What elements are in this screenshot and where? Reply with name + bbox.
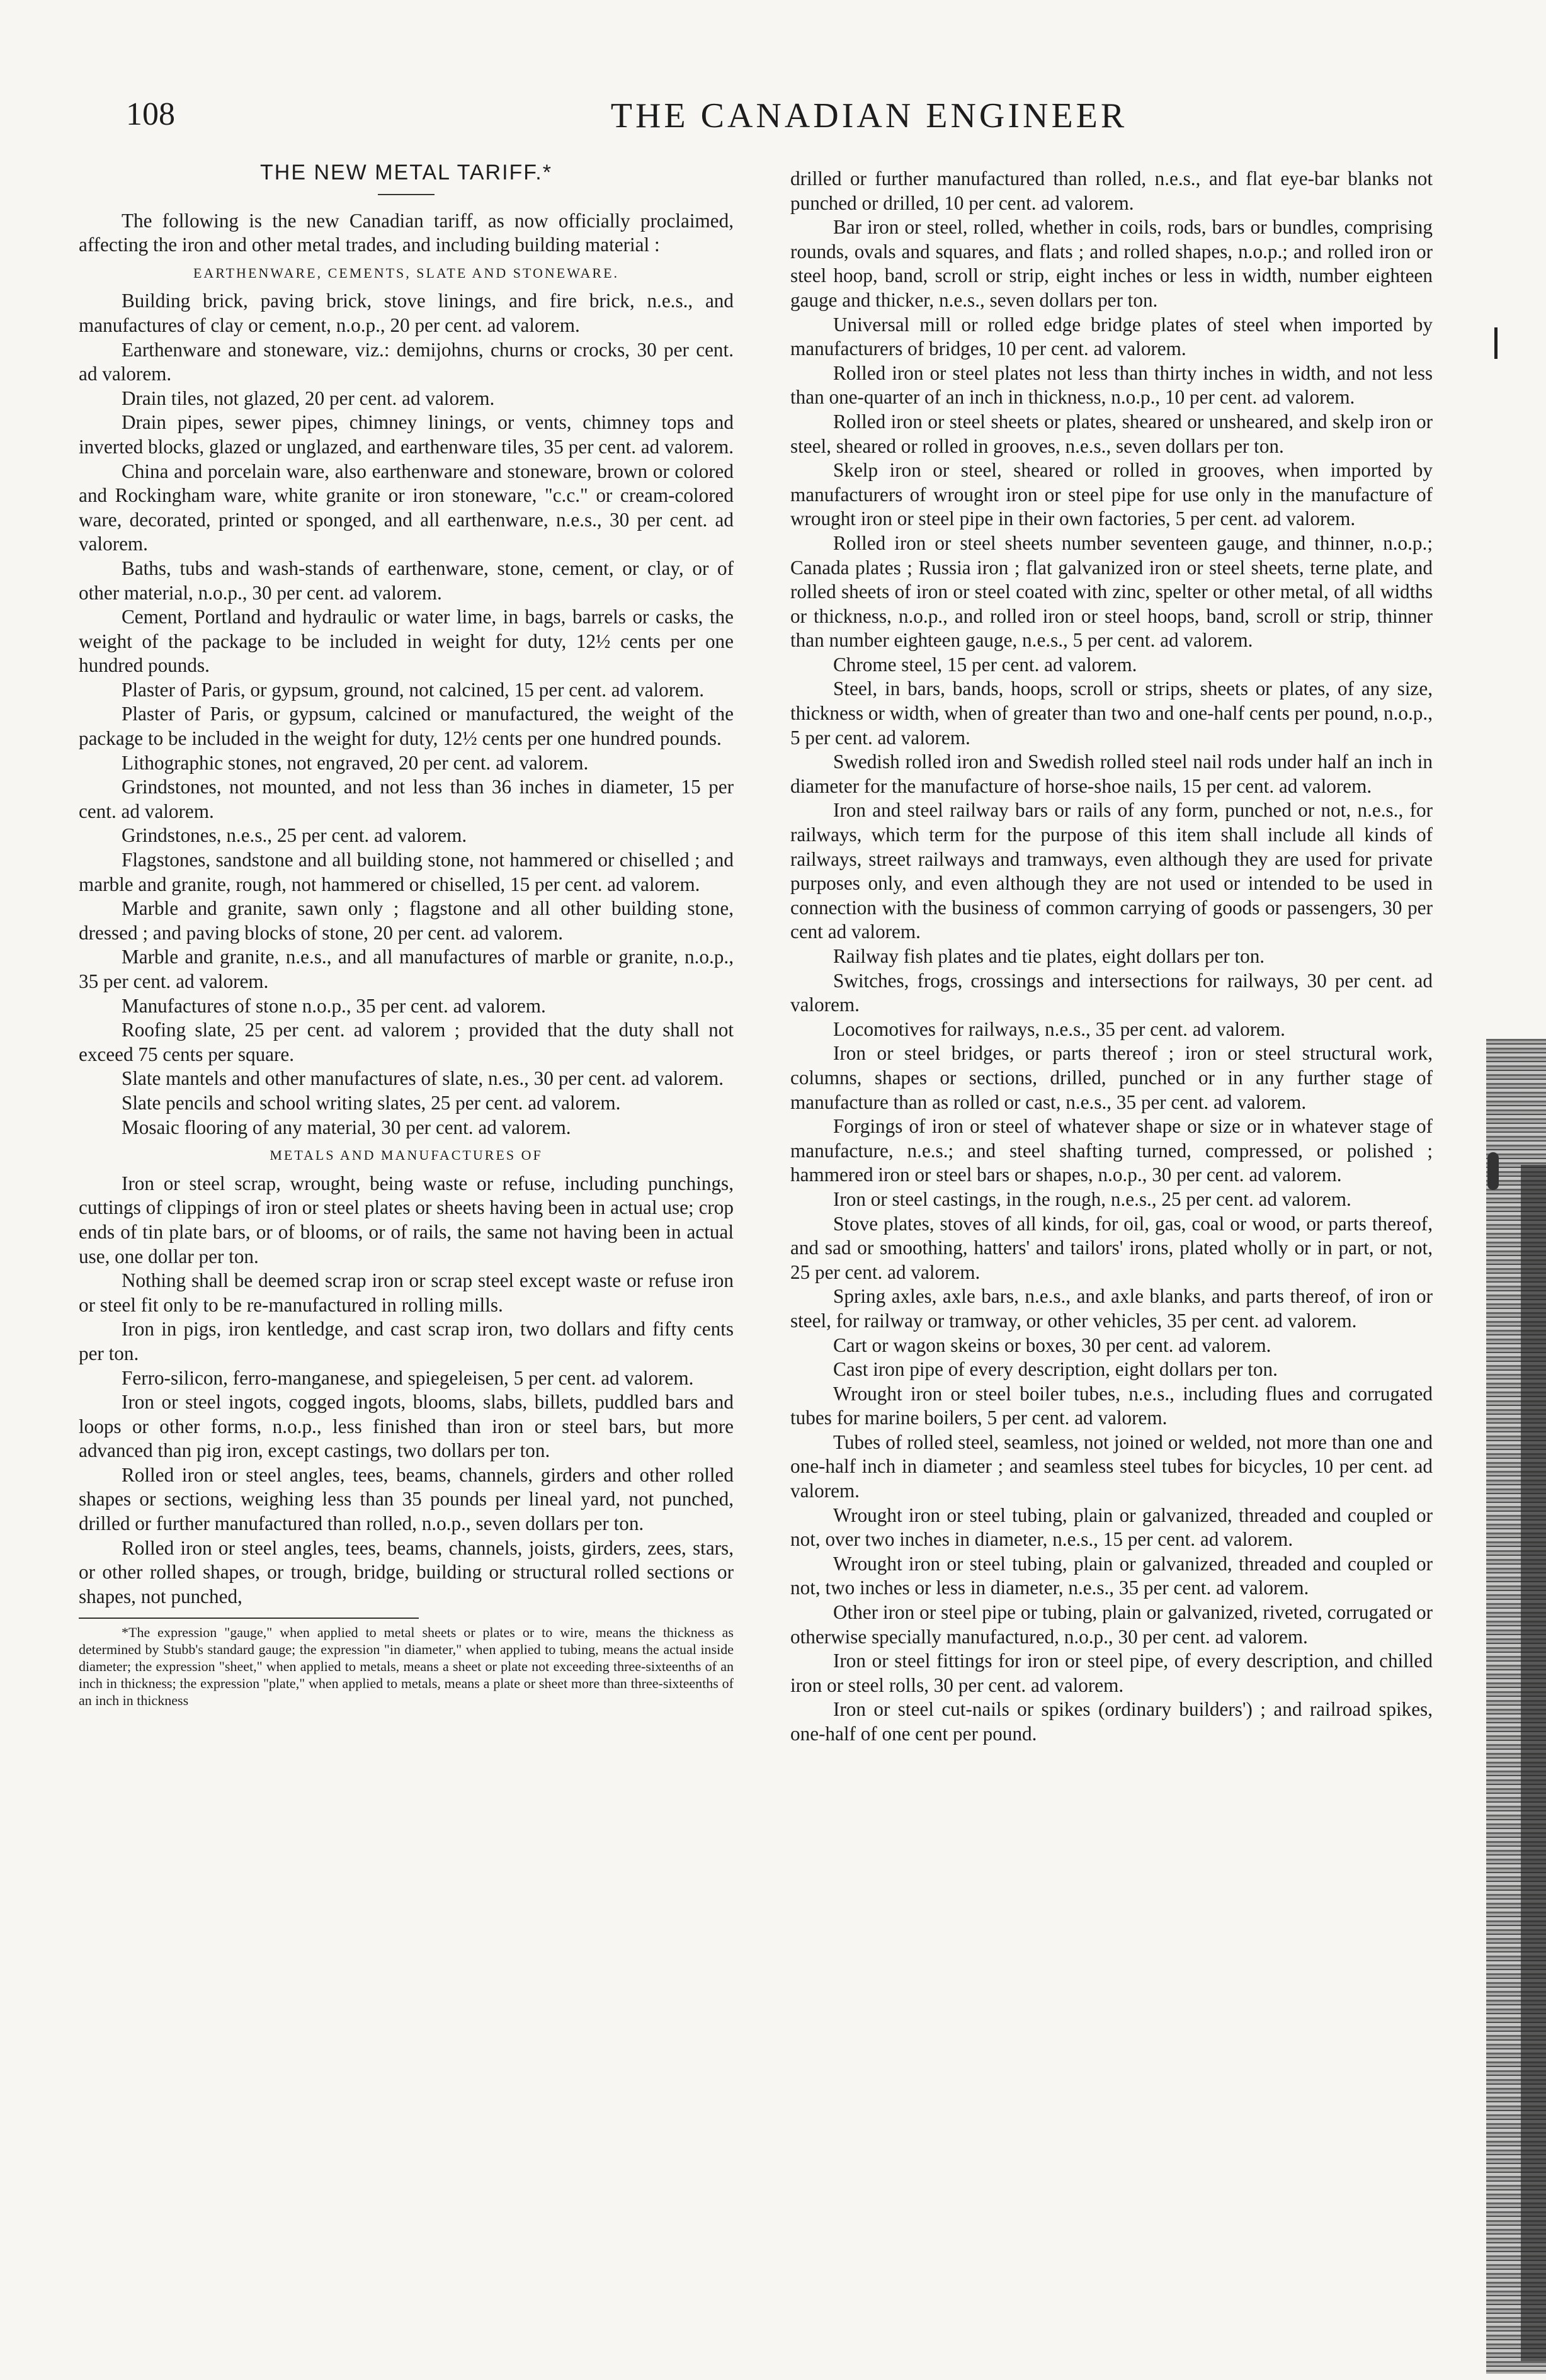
tariff-paragraph: Iron in pigs, iron kentledge, and cast scrap iron, two dollars and fifty cents per ton. (79, 1318, 734, 1364)
scan-mark (1487, 1152, 1499, 1190)
tariff-paragraph: Building brick, paving brick, stove linings, and fire brick, n.e.s., and manufactures of clay or cement, n.o.p., 20 per cent. ad valorem. (79, 290, 734, 336)
left-column (79, 161, 734, 1709)
tariff-paragraph: Iron or steel scrap, wrought, being waste or refuse, including punchings, cuttings of clippings of iron or steel plates or sheets having been in actual use; crop ends of tin plate bars, or of blooms, or of rails, the same not having been in actual use, one dollar per ton. (79, 1172, 734, 1267)
footnote: *The expression "gauge," when applied to metal sheets or plates or to wire, means the thickness as determined by Stubb's standard gauge; the expression "in diameter," when applied to tubing, means the actual inside diameter; the expression "sheet," when applied to metals, means a sheet or plate not exceeding three-sixteenths of an inch in thickness; the expression "plate," when applied to metals, means a plate or sheet more than three-sixteenths of an inch in thickness (79, 1624, 734, 1709)
right-column-body (790, 167, 1433, 1747)
tariff-paragraph: Cast iron pipe of every description, eight dollars per ton. (833, 1358, 1278, 1381)
tariff-paragraph: Chrome steel, 15 per cent. ad valorem. (833, 653, 1137, 676)
right-column (790, 167, 1433, 1747)
tariff-paragraph: Locomotives for railways, n.e.s., 35 per cent. ad valorem. (833, 1017, 1285, 1040)
tariff-paragraph: Spring axles, axle bars, n.e.s., and axle blanks, and parts thereof, of iron or steel, for railway or tramway, or other vehicles, 35 per cent. ad valorem. (790, 1285, 1433, 1332)
tariff-paragraph: Wrought iron or steel tubing, plain or galvanized, threaded and coupled or not, two inches or less in diameter, n.e.s., 35 per cent. ad valorem. (790, 1552, 1433, 1599)
section-heading: EARTHENWARE, CEMENTS, SLATE AND STONEWARE. (193, 264, 620, 281)
running-head: THE CANADIAN ENGINEER (610, 96, 1128, 135)
tariff-paragraph: Rolled iron or steel angles, tees, beams, channels, girders and other rolled shapes or sections, weighing less than 35 pounds per lineal yard, not punched, drilled or further manufactured than rolled, n.o.p., seven dollars per ton. (79, 1463, 734, 1535)
tariff-paragraph: Nothing shall be deemed scrap iron or scrap steel except waste or refuse iron or steel fit only to be re-manufactured in rolling mills. (79, 1269, 734, 1316)
title-rule (378, 194, 435, 195)
article-title: THE NEW METAL TARIFF.* (260, 161, 552, 184)
tariff-paragraph: Grindstones, n.e.s., 25 per cent. ad valorem. (122, 824, 467, 847)
tariff-paragraph: Stove plates, stoves of all kinds, for oil, gas, coal or wood, or parts thereof, and sad or smoothing, hatters' and tailors' irons, plated wholly or in part, or not, 25 per cent. ad valorem. (790, 1212, 1433, 1283)
tariff-paragraph: Railway fish plates and tie plates, eight dollars per ton. (833, 945, 1265, 967)
tariff-paragraph: Other iron or steel pipe or tubing, plain or galvanized, riveted, corrugated or otherwise specially manufactured, n.o.p., 30 per cent. ad valorem. (790, 1601, 1433, 1648)
tariff-paragraph: Flagstones, sandstone and all building stone, not hammered or chiselled ; and marble and granite, rough, not hammered or chiselled, 15 per cent. ad valorem. (79, 849, 734, 895)
tariff-paragraph: Wrought iron or steel tubing, plain or galvanized, threaded and coupled or not, over two inches in diameter, n.e.s., 15 per cent. ad valorem. (790, 1504, 1433, 1551)
tariff-paragraph: Universal mill or rolled edge bridge plates of steel when imported by manufacturers of bridges, 10 per cent. ad valorem. (790, 313, 1433, 360)
tariff-paragraph: Drain tiles, not glazed, 20 per cent. ad valorem. (122, 387, 495, 409)
tariff-paragraph: Cart or wagon skeins or boxes, 30 per cent. ad valorem. (833, 1334, 1271, 1356)
tariff-paragraph: Rolled iron or steel sheets or plates, sheared or unsheared, and skelp iron or steel, sheared or rolled in grooves, n.e.s., seven dollars per ton. (790, 410, 1433, 457)
section-heading: METALS AND MANUFACTURES OF (270, 1147, 543, 1164)
tariff-paragraph: Rolled iron or steel plates not less than thirty inches in width, and not less than one-quarter of an inch in thickness, n.o.p., 10 per cent. ad valorem. (790, 361, 1433, 409)
tariff-paragraph: Iron and steel railway bars or rails of any form, punched or not, n.e.s., for railways, which term for the purpose of this item shall include all kinds of railways, street railways and tramways, even although they are used for private purposes only, and even although they are not used or intended to be used in connection with the business of common carrying of goods or passengers, 30 per cent ad valorem. (790, 799, 1433, 943)
tariff-paragraph: Wrought iron or steel boiler tubes, n.e.s., including flues and corrugated tubes for marine boilers, 5 per cent. ad valorem. (790, 1382, 1433, 1429)
tariff-paragraph: Steel, in bars, bands, hoops, scroll or strips, sheets or plates, of any size, thickness or width, when of greater than two and one-half cents per pound, n.o.p., 5 per cent. ad valorem. (790, 677, 1433, 749)
tariff-paragraph: Iron or steel cut-nails or spikes (ordinary builders') ; and railroad spikes, one-half of one cent per pound. (790, 1698, 1433, 1745)
tariff-paragraph: Skelp iron or steel, sheared or rolled in grooves, when imported by manufacturers of wrought iron or steel pipe for use only in the manufacture of wrought iron or steel pipe in their own factories, 5 per cent. ad valorem. (790, 459, 1433, 530)
tariff-paragraph: Iron or steel bridges, or parts thereof ; iron or steel structural work, columns, shapes or sections, drilled, punched or in any further stage of manufacture than as rolled or cast, n.e.s., 35 per cent. ad valorem. (790, 1042, 1433, 1113)
tariff-paragraph: Forgings of iron or steel of whatever shape or size or in whatever stage of manufacture, n.e.s.; and steel shafting turned, compressed, or polished ; hammered iron or steel bars or shapes, n.o.p., 30 per cent. ad valorem. (790, 1115, 1433, 1186)
tariff-paragraph: The following is the new Canadian tariff, as now officially proclaimed, affecting the iron and other metal trades, and including building material : (79, 209, 734, 256)
tariff-paragraph: Manufactures of stone n.o.p., 35 per cent. ad valorem. (122, 994, 546, 1017)
tariff-paragraph: Marble and granite, n.e.s., and all manufactures of marble or granite, n.o.p., 35 per cent. ad valorem. (79, 946, 734, 992)
tariff-paragraph: Iron or steel castings, in the rough, n.e.s., 25 per cent. ad valorem. (833, 1187, 1351, 1210)
footnote-rule (79, 1618, 419, 1619)
tariff-paragraph: Roofing slate, 25 per cent. ad valorem ; provided that the duty shall not exceed 75 cents per square. (79, 1019, 734, 1065)
left-column-body (79, 209, 734, 1609)
tariff-paragraph: Marble and granite, sawn only ; flagstone and all other building stone, dressed ; and paving blocks of stone, 20 per cent. ad valorem. (79, 897, 734, 944)
tariff-paragraph: Slate mantels and other manufactures of slate, n.es., 30 per cent. ad valorem. (122, 1067, 724, 1090)
scan-mark (1494, 327, 1498, 359)
tariff-paragraph: Mosaic flooring of any material, 30 per cent. ad valorem. (122, 1116, 571, 1138)
tariff-paragraph: Iron or steel fittings for iron or steel pipe, of every description, and chilled iron or steel rolls, 30 per cent. ad valorem. (790, 1650, 1433, 1696)
tariff-paragraph: Earthenware and stoneware, viz.: demijohns, churns or crocks, 30 per cent. ad valorem. (79, 338, 734, 385)
scan-edge-dark (1521, 1165, 1546, 2361)
tariff-paragraph: Lithographic stones, not engraved, 20 per cent. ad valorem. (122, 751, 589, 774)
tariff-paragraph: Switches, frogs, crossings and intersections for railways, 30 per cent. ad valorem. (790, 969, 1433, 1016)
tariff-paragraph: Swedish rolled iron and Swedish rolled steel nail rods under half an inch in diameter for the manufacture of horse-shoe nails, 15 per cent. ad valorem. (790, 751, 1433, 797)
tariff-paragraph: Rolled iron or steel angles, tees, beams, channels, joists, girders, zees, stars, or other rolled shapes, or trough, bridge, building or structural rolled sections or shapes, not punched, (79, 1536, 734, 1607)
tariff-paragraph: Iron or steel ingots, cogged ingots, blooms, slabs, billets, puddled bars and loops or other forms, n.o.p., less finished than iron or steel bars, but more advanced than pig iron, except castings, two dollars per ton. (79, 1391, 734, 1462)
tariff-paragraph: Tubes of rolled steel, seamless, not joined or welded, not more than one and one-half inch in diameter ; and seamless steel tubes for bicycles, 10 per cent. ad valorem. (790, 1431, 1433, 1502)
tariff-paragraph: Bar iron or steel, rolled, whether in coils, rods, bars or bundles, comprising rounds, ovals and squares, and flats ; and rolled shapes, n.o.p.; and rolled iron or steel hoop, band, scroll or strip, eight inches or less in width, number eighteen gauge and thicker, n.e.s., seven dollars per ton. (790, 216, 1433, 311)
tariff-paragraph: Rolled iron or steel sheets number seventeen gauge, and thinner, n.o.p.; Canada plates ; Russia iron ; flat galvanized iron or steel sheets, terne plate, and rolled sheets of iron or steel coated with zinc, spelter or other metal, of all widths or thickness, n.o.p., and rolled iron or steel hoops, band, scroll or strip, thinner than number eighteen gauge, n.e.s., 5 per cent. ad valorem. (790, 531, 1433, 652)
tariff-paragraph: China and porcelain ware, also earthenware and stoneware, brown or colored and Rockingham ware, white granite or iron stoneware, "c.c." or cream-colored ware, decorated, printed or sponged, and all earthenware, n.e.s., 30 per cent. ad valorem. (79, 460, 734, 555)
tariff-paragraph: Plaster of Paris, or gypsum, ground, not calcined, 15 per cent. ad valorem. (122, 678, 704, 701)
tariff-paragraph: Drain pipes, sewer pipes, chimney linings, or vents, chimney tops and inverted blocks, glazed or unglazed, and earthenware tiles, 35 per cent. ad valorem. (79, 411, 734, 458)
tariff-paragraph: Plaster of Paris, or gypsum, calcined or manufactured, the weight of the package to be included in the weight for duty, 12½ cents per one hundred pounds. (79, 703, 734, 750)
tariff-paragraph: Cement, Portland and hydraulic or water lime, in bags, barrels or casks, the weight of the package to be included in weight for duty, 12½ cents per one hundred pounds. (79, 606, 734, 677)
tariff-paragraph: Slate pencils and school writing slates, 25 per cent. ad valorem. (122, 1091, 621, 1114)
tariff-paragraph: Ferro-silicon, ferro-manganese, and spiegeleisen, 5 per cent. ad valorem. (122, 1366, 694, 1389)
tariff-paragraph: drilled or further manufactured than rolled, n.e.s., and flat eye-bar blanks not punched or drilled, 10 per cent. ad valorem. (790, 167, 1433, 214)
page-number: 108 (126, 96, 175, 132)
tariff-paragraph: Grindstones, not mounted, and not less than 36 inches in diameter, 15 per cent. ad valorem. (79, 776, 734, 822)
tariff-paragraph: Baths, tubs and wash-stands of earthenware, stone, cement, or clay, or of other material, n.o.p., 30 per cent. ad valorem. (79, 557, 734, 604)
